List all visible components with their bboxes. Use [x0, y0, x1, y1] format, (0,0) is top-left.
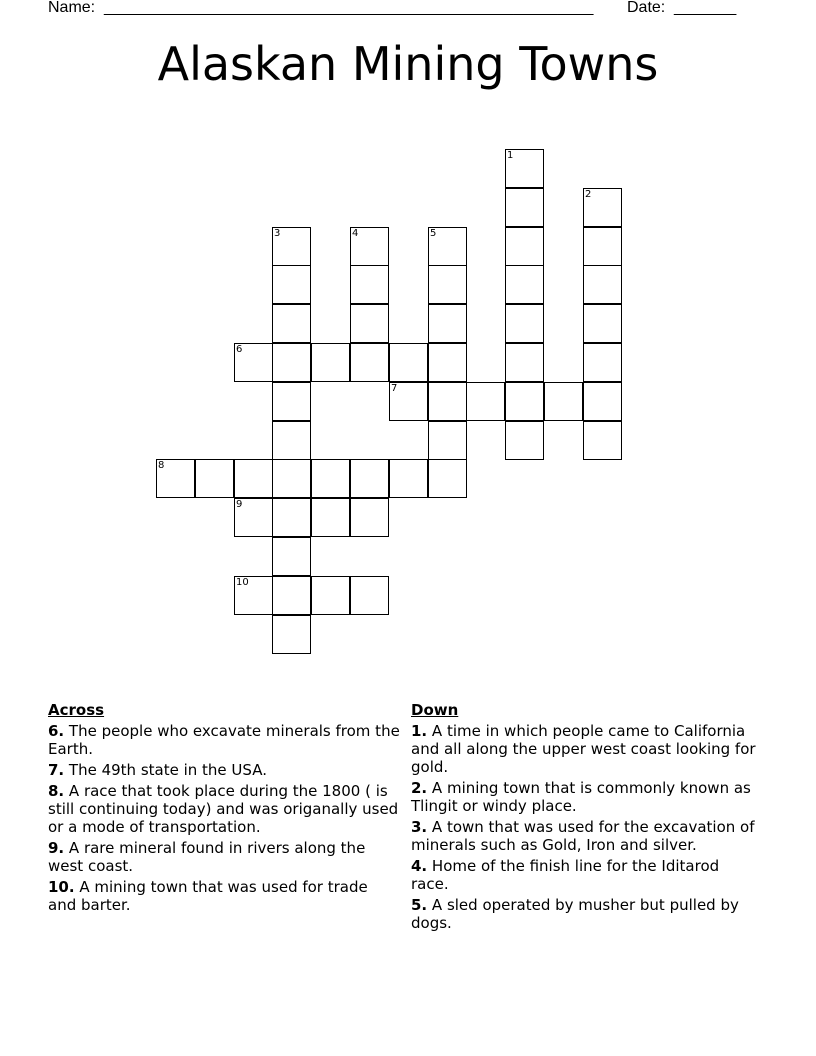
- grid-cell[interactable]: [428, 421, 467, 460]
- grid-cell[interactable]: [234, 459, 273, 498]
- clue-number: 3.: [411, 818, 428, 836]
- grid-cell[interactable]: [583, 265, 622, 304]
- clue-number: 1.: [411, 722, 428, 740]
- clue-number-label: 1: [507, 150, 514, 161]
- grid-cell[interactable]: [428, 459, 467, 498]
- clue-number-label: 2: [585, 189, 592, 200]
- clue-number: 6.: [48, 722, 65, 740]
- across-heading: Across: [48, 701, 105, 719]
- clue-number: 4.: [411, 857, 428, 875]
- grid-cell[interactable]: [389, 343, 428, 382]
- grid-cell[interactable]: [428, 227, 467, 266]
- across-clues: [48, 701, 400, 917]
- clue-down-2: [411, 779, 756, 815]
- grid-cell[interactable]: [272, 265, 311, 304]
- clue-number-label: 9: [236, 499, 243, 510]
- grid-cell[interactable]: [272, 498, 311, 537]
- clue-text: The people who excavate minerals from the Earth.: [48, 722, 400, 758]
- grid-cell[interactable]: [350, 459, 389, 498]
- clue-text: A town that was used for the excavation of minerals such as Gold, Iron and silver.: [411, 818, 755, 854]
- clue-number: 8.: [48, 782, 65, 800]
- grid-cell[interactable]: [466, 382, 505, 421]
- clue-text: A sled operated by musher but pulled by dogs.: [411, 896, 739, 932]
- grid-cell[interactable]: [272, 227, 311, 266]
- grid-cell[interactable]: [505, 343, 544, 382]
- clue-text: A mining town that was used for trade and barter.: [48, 878, 368, 914]
- grid-cell[interactable]: [272, 576, 311, 615]
- grid-cell[interactable]: [156, 459, 195, 498]
- clue-across-9: [48, 839, 400, 875]
- grid-cell[interactable]: [272, 459, 311, 498]
- grid-cell[interactable]: [583, 421, 622, 460]
- clue-number-label: 7: [391, 383, 398, 394]
- grid-cell[interactable]: [350, 576, 389, 615]
- clue-across-10: [48, 878, 400, 914]
- clue-down-1: [411, 722, 756, 776]
- grid-cell[interactable]: [583, 382, 622, 421]
- grid-cell[interactable]: [272, 615, 311, 654]
- name-label: Name:: [48, 0, 96, 16]
- clue-text: Home of the finish line for the Iditarod race.: [411, 857, 720, 893]
- clue-text: A race that took place during the 1800 ( is still continuing today) and was origanally used or a mode of transportation.: [48, 782, 399, 836]
- grid-cell[interactable]: [505, 149, 544, 188]
- grid-cell[interactable]: [272, 421, 311, 460]
- grid-cell[interactable]: [272, 304, 311, 343]
- clue-down-3: [411, 818, 756, 854]
- grid-cell[interactable]: [350, 227, 389, 266]
- grid-cell[interactable]: [311, 498, 350, 537]
- clue-number: 5.: [411, 896, 428, 914]
- date-field-line: _______: [674, 0, 737, 16]
- grid-cell[interactable]: [505, 265, 544, 304]
- clue-down-5: [411, 896, 756, 932]
- grid-cell[interactable]: [583, 227, 622, 266]
- clue-number: 2.: [411, 779, 428, 797]
- grid-cell[interactable]: [583, 343, 622, 382]
- grid-cell[interactable]: [311, 343, 350, 382]
- grid-cell[interactable]: [272, 343, 311, 382]
- grid-cell[interactable]: [428, 304, 467, 343]
- clue-number-label: 5: [430, 228, 437, 239]
- clue-across-6: [48, 722, 400, 758]
- clue-number-label: 10: [236, 577, 249, 588]
- down-clues: [411, 701, 756, 935]
- clue-number-label: 6: [236, 344, 243, 355]
- grid-cell[interactable]: [272, 537, 311, 576]
- clue-number: 9.: [48, 839, 65, 857]
- grid-cell[interactable]: [505, 304, 544, 343]
- clue-text: A rare mineral found in rivers along the west coast.: [48, 839, 366, 875]
- clue-number: 10.: [48, 878, 75, 896]
- clue-across-7: [48, 761, 400, 779]
- clue-text: The 49th state in the USA.: [68, 761, 267, 779]
- grid-cell[interactable]: [311, 576, 350, 615]
- date-label: Date:: [627, 0, 666, 16]
- clue-number-label: 3: [274, 228, 281, 239]
- grid-cell[interactable]: [311, 459, 350, 498]
- clue-text: A time in which people came to California and all along the upper west coast looking for gold.: [411, 722, 756, 776]
- grid-cell[interactable]: [505, 421, 544, 460]
- clue-number-label: 4: [352, 228, 359, 239]
- down-heading: Down: [411, 701, 459, 719]
- grid-cell[interactable]: [505, 188, 544, 227]
- page-title: Alaskan Mining Towns: [157, 37, 659, 91]
- grid-cell[interactable]: [428, 265, 467, 304]
- clue-down-4: [411, 857, 756, 893]
- clue-across-8: [48, 782, 400, 836]
- grid-cell[interactable]: [544, 382, 583, 421]
- grid-cell[interactable]: [389, 382, 428, 421]
- grid-cell[interactable]: [505, 227, 544, 266]
- grid-cell[interactable]: [234, 498, 273, 537]
- clue-number: 7.: [48, 761, 65, 779]
- grid-cell[interactable]: [272, 382, 311, 421]
- grid-cell[interactable]: [350, 343, 389, 382]
- grid-cell[interactable]: [350, 498, 389, 537]
- grid-cell[interactable]: [583, 304, 622, 343]
- grid-cell[interactable]: [195, 459, 234, 498]
- grid-cell[interactable]: [350, 265, 389, 304]
- grid-cell[interactable]: [350, 304, 389, 343]
- grid-cell[interactable]: [428, 382, 467, 421]
- grid-cell[interactable]: [505, 382, 544, 421]
- grid-cell[interactable]: [234, 576, 273, 615]
- clue-text: A mining town that is commonly known as Tlingit or windy place.: [411, 779, 751, 815]
- name-field-line: _______________________________________________________: [104, 0, 594, 16]
- grid-cell[interactable]: [389, 459, 428, 498]
- grid-cell[interactable]: [428, 343, 467, 382]
- clue-number-label: 8: [158, 460, 165, 471]
- grid-cell[interactable]: [583, 188, 622, 227]
- grid-cell[interactable]: [234, 343, 273, 382]
